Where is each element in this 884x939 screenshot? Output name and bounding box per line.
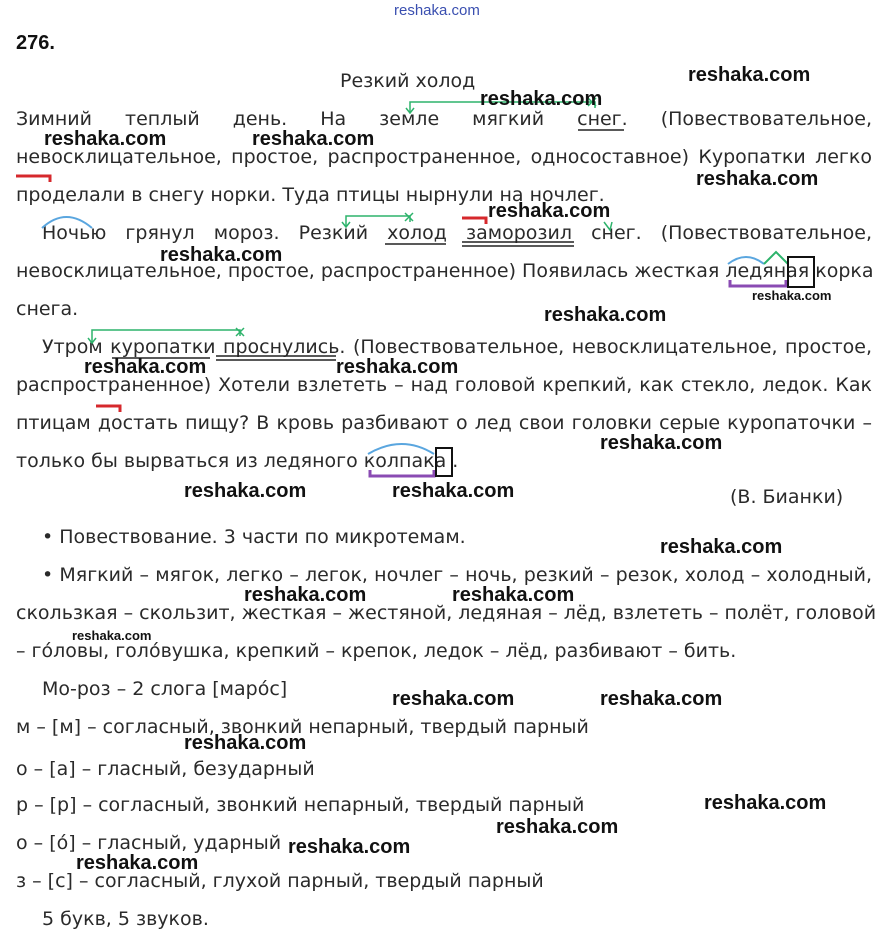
analysis-sound-4: о – [о́] – гласный, ударный <box>16 832 282 854</box>
watermark: reshaka.com <box>480 88 603 110</box>
ending-box <box>788 257 814 287</box>
text-title: Резкий холод <box>340 70 476 92</box>
watermark: reshaka.com <box>44 128 167 150</box>
watermark: reshaka.com <box>752 288 832 303</box>
dependency-arrow-2 <box>342 213 413 227</box>
text-line-6: снега. <box>16 298 79 320</box>
dependency-arrow-3 <box>88 328 244 343</box>
text-line-1: Зимний теплый день. На земле мягкий снег. (Повествовательное, <box>16 108 872 130</box>
suffix-mark <box>764 252 788 264</box>
root-arc-3 <box>368 444 434 454</box>
exercise-number: 276. <box>16 32 55 54</box>
watermark: reshaka.com <box>488 200 611 222</box>
analysis-sound-3: р – [р] – согласный, звонкий непарный, твердый парный <box>16 794 585 816</box>
watermark: reshaka.com <box>244 584 367 606</box>
text-line-7: Утром куропатки проснулись. (Повествовательное, невосклицательное, простое, <box>42 336 872 358</box>
watermark: reshaka.com <box>452 584 575 606</box>
text-line-5: невосклицательное, простое, распространенное) Появилась жесткая ледяная корка <box>16 260 874 282</box>
text-line-3: проделали в снегу норки. Туда птицы нырнули на ночлег. <box>16 184 605 206</box>
analysis-syllables: Мо-роз – 2 слога [маро́с] <box>42 678 288 700</box>
watermark: reshaka.com <box>600 688 723 710</box>
watermark: reshaka.com <box>288 836 411 858</box>
watermark: reshaka.com <box>688 64 811 86</box>
bullet-2: • Мягкий – мягок, легко – легок, ночлег – ночь, резкий – резок, холод – холодный, <box>42 564 872 586</box>
watermark: reshaka.com <box>184 480 307 502</box>
watermark: reshaka.com <box>336 356 459 378</box>
watermark: reshaka.com <box>76 852 199 874</box>
analysis-sound-1: м – [м] – согласный, звонкий непарный, твердый парный <box>16 716 589 738</box>
analysis-total: 5 букв, 5 звуков. <box>42 908 209 930</box>
watermark: reshaka.com <box>496 816 619 838</box>
text-line-4: Ночью грянул мороз. Резкий холод заморозил снег. (Повествовательное, <box>42 222 872 244</box>
root-arc <box>42 217 92 228</box>
watermark: reshaka.com <box>252 128 375 150</box>
watermark: reshaka.com <box>184 732 307 754</box>
stem-bracket <box>730 280 786 286</box>
watermark: reshaka.com <box>704 792 827 814</box>
watermark: reshaka.com <box>544 304 667 326</box>
watermark: reshaka.com <box>392 480 515 502</box>
prefix-mark <box>16 176 50 182</box>
text-line-2: невосклицательное, простое, распространенное, односоставное) Куропатки легко <box>16 146 872 168</box>
author: (В. Бианки) <box>730 486 844 508</box>
watermark: reshaka.com <box>660 536 783 558</box>
bullet-1: • Повествование. 3 части по микротемам. <box>42 526 466 548</box>
watermark: reshaka.com <box>72 628 152 643</box>
watermark: reshaka.com <box>392 688 515 710</box>
text-line-9: птицам достать пищу? В кровь разбивают о лед свои головки серые куропаточки – <box>16 412 872 434</box>
site-header-link[interactable]: reshaka.com <box>394 2 480 19</box>
analysis-sound-5: з – [с] – согласный, глухой парный, твердый парный <box>16 870 544 892</box>
text-line-10: только бы вырваться из ледяного колпака . <box>16 450 459 472</box>
text-line-8: распространенное) Хотели взлететь – над головой крепкий, как стекло, ледок. Как <box>16 374 872 396</box>
prefix-mark-2 <box>462 218 486 224</box>
stem-bracket-2 <box>370 470 434 476</box>
watermark: reshaka.com <box>84 356 207 378</box>
prefix-mark-3 <box>96 406 120 412</box>
ending-box-2 <box>436 448 452 476</box>
watermark: reshaka.com <box>600 432 723 454</box>
bullet-2-cont-2: – го́ловы, голо́вушка, крепкий – крепок, ледок – лёд, разбивают – бить. <box>16 640 737 662</box>
analysis-sound-2: о – [а] – гласный, безударный <box>16 758 315 780</box>
watermark: reshaka.com <box>160 244 283 266</box>
root-arc-2 <box>728 257 764 264</box>
bullet-2-cont-1: скользкая – скользит, жесткая – жестяной, ледяная – лёд, взлететь – полёт, головой <box>16 602 877 624</box>
watermark: reshaka.com <box>696 168 819 190</box>
